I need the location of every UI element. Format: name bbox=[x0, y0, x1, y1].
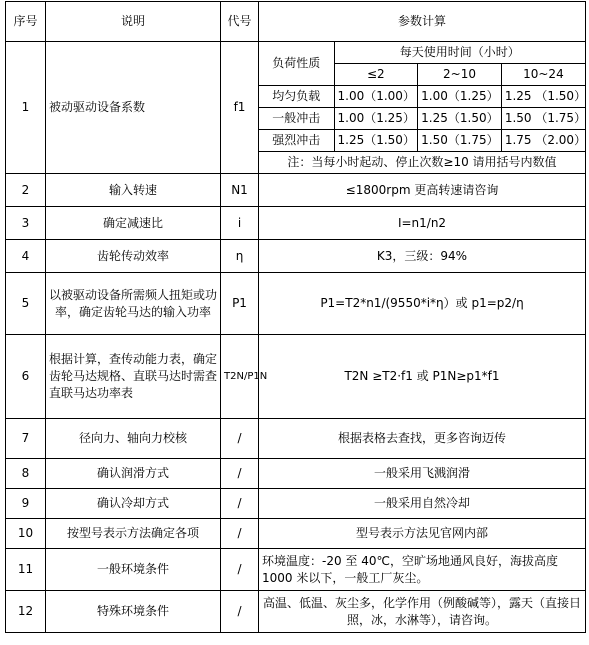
parameter-table bbox=[5, 1, 586, 633]
row-calc: I=n1/n2 bbox=[259, 207, 586, 240]
row-desc: 按型号表示方法确定各项 bbox=[46, 519, 221, 549]
row-desc: 齿轮传动效率 bbox=[46, 240, 221, 273]
factor-cell: 1.00（1.25） bbox=[418, 86, 502, 108]
row-code: / bbox=[221, 591, 259, 633]
row-code: η bbox=[221, 240, 259, 273]
table-row bbox=[6, 174, 586, 207]
hours-cell: 2~10 bbox=[418, 64, 502, 86]
factor-cell: 1.25 （1.50） bbox=[501, 86, 585, 108]
row-code: T2N/P1N bbox=[221, 335, 259, 419]
row-code: / bbox=[221, 459, 259, 489]
table-row bbox=[6, 273, 586, 335]
factor-cell: 1.00（1.00） bbox=[334, 86, 418, 108]
header-code: 代号 bbox=[221, 2, 259, 42]
row-calc: 型号表示方法见官网内部 bbox=[259, 519, 586, 549]
row-no: 4 bbox=[6, 240, 46, 273]
hours-cell: 10~24 bbox=[501, 64, 585, 86]
table-row bbox=[6, 459, 586, 489]
factor-cell: 1.50 （1.75） bbox=[501, 108, 585, 130]
row-no: 11 bbox=[6, 549, 46, 591]
table-row bbox=[6, 489, 586, 519]
table-row bbox=[6, 591, 586, 633]
row-desc: 确定减速比 bbox=[46, 207, 221, 240]
row-code: N1 bbox=[221, 174, 259, 207]
load-type: 强烈冲击 bbox=[259, 130, 334, 152]
row-no: 7 bbox=[6, 419, 46, 459]
row-code: / bbox=[221, 489, 259, 519]
row-no: 12 bbox=[6, 591, 46, 633]
row-code: / bbox=[221, 519, 259, 549]
row-desc: 确认润滑方式 bbox=[46, 459, 221, 489]
row-desc: 以被驱动设备所需频人扭矩或功率，确定齿轮马达的输入功率 bbox=[46, 273, 221, 335]
f1-note: 注：当每小时起动、停止次数≥10 请用括号内数值 bbox=[259, 152, 585, 174]
table-row bbox=[6, 42, 586, 174]
load-type: 均匀负载 bbox=[259, 86, 334, 108]
row-code: f1 bbox=[221, 42, 259, 174]
row-calc: 一般采用飞溅润滑 bbox=[259, 459, 586, 489]
row-desc: 输入转速 bbox=[46, 174, 221, 207]
header-desc: 说明 bbox=[46, 2, 221, 42]
factor-cell: 1.25（1.50） bbox=[418, 108, 502, 130]
row-calc: 高温、低温、灰尘多，化学作用（例酸碱等），露天（直接日照，冰，水淋等），请咨询。 bbox=[259, 591, 586, 633]
row-calc: 根据表格去查找，更多咨询迈传 bbox=[259, 419, 586, 459]
load-type-header: 负荷性质 bbox=[259, 42, 334, 86]
row-no: 5 bbox=[6, 273, 46, 335]
table-row bbox=[6, 240, 586, 273]
row-code: / bbox=[221, 419, 259, 459]
row-calc: 一般采用自然冷却 bbox=[259, 489, 586, 519]
row-no: 9 bbox=[6, 489, 46, 519]
row-no: 1 bbox=[6, 42, 46, 174]
row-desc: 一般环境条件 bbox=[46, 549, 221, 591]
row-no: 8 bbox=[6, 459, 46, 489]
daily-time-header: 每天使用时间（小时） bbox=[334, 42, 585, 64]
row-calc: P1=T2*n1/(9550*i*η）或 p1=p2/η bbox=[259, 273, 586, 335]
table-row bbox=[6, 519, 586, 549]
factor-cell: 1.50（1.75） bbox=[418, 130, 502, 152]
table-row bbox=[6, 335, 586, 419]
row-desc: 被动驱动设备系数 bbox=[46, 42, 221, 174]
row-desc: 径向力、轴向力校核 bbox=[46, 419, 221, 459]
row-desc: 确认冷却方式 bbox=[46, 489, 221, 519]
factor-cell: 1.25（1.50） bbox=[334, 130, 418, 152]
row-code: P1 bbox=[221, 273, 259, 335]
row-no: 10 bbox=[6, 519, 46, 549]
header-row bbox=[6, 2, 586, 42]
row-code: i bbox=[221, 207, 259, 240]
row-calc: K3，三级：94% bbox=[259, 240, 586, 273]
table-row bbox=[6, 419, 586, 459]
factor-cell: 1.75 （2.00） bbox=[501, 130, 585, 152]
f1-subtable-cell bbox=[259, 42, 586, 174]
row-no: 3 bbox=[6, 207, 46, 240]
table-row bbox=[6, 207, 586, 240]
row-calc: ≤1800rpm 更高转速请咨询 bbox=[259, 174, 586, 207]
row-desc: 特殊环境条件 bbox=[46, 591, 221, 633]
row-no: 6 bbox=[6, 335, 46, 419]
row-no: 2 bbox=[6, 174, 46, 207]
row-calc: 环境温度：-20 至 40℃，空旷场地通风良好，海拔高度 1000 米以下，一般工厂灰尘。 bbox=[259, 549, 586, 591]
row-calc: T2N ≥T2·f1 或 P1N≥p1*f1 bbox=[259, 335, 586, 419]
header-no: 序号 bbox=[6, 2, 46, 42]
load-type: 一般冲击 bbox=[259, 108, 334, 130]
row-desc: 根据计算，查传动能力表，确定齿轮马达规格、直联马达时需查直联马达功率表 bbox=[46, 335, 221, 419]
f1-subtable bbox=[259, 42, 585, 173]
hours-cell: ≤2 bbox=[334, 64, 418, 86]
factor-cell: 1.00（1.25） bbox=[334, 108, 418, 130]
header-calc: 参数计算 bbox=[259, 2, 586, 42]
row-code: / bbox=[221, 549, 259, 591]
table-row bbox=[6, 549, 586, 591]
